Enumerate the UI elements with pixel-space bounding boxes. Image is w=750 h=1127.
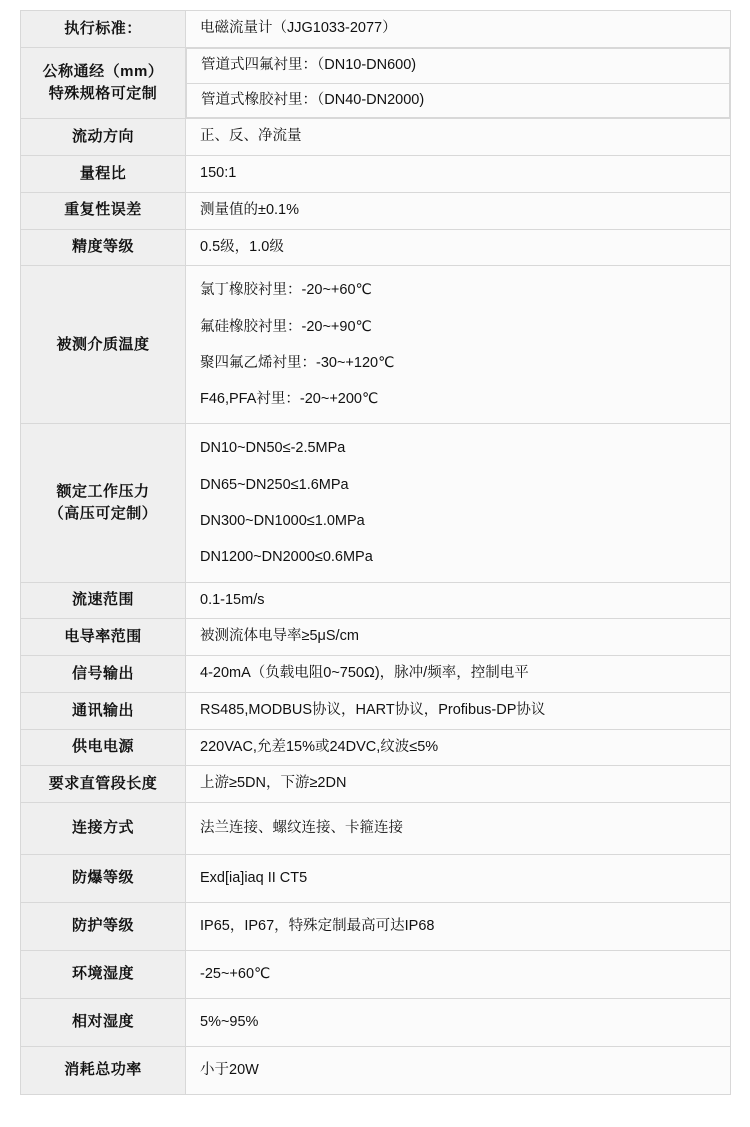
table-row bbox=[21, 582, 731, 619]
row-label: 重复性误差 bbox=[21, 192, 186, 229]
table-row bbox=[21, 903, 731, 951]
table-row bbox=[21, 803, 731, 855]
table-row bbox=[21, 119, 731, 156]
row-label: 消耗总功率 bbox=[21, 1047, 186, 1095]
row-value: 测量值的±0.1% bbox=[186, 192, 731, 229]
table-row bbox=[21, 656, 731, 693]
row-value: IP65，IP67，特殊定制最高可达IP68 bbox=[186, 903, 731, 951]
table-row bbox=[21, 266, 731, 424]
table-row bbox=[21, 1047, 731, 1095]
row-value: 4-20mA（负载电阻0~750Ω)，脉冲/频率，控制电平 bbox=[186, 656, 731, 693]
row-label: 相对湿度 bbox=[21, 999, 186, 1047]
row-value: 5%~95% bbox=[186, 999, 731, 1047]
row-label: 量程比 bbox=[21, 156, 186, 193]
table-row bbox=[21, 11, 731, 48]
row-label-line1: 额定工作压力 bbox=[56, 482, 150, 500]
row-value: RS485,MODBUS协议，HART协议，Profibus-DP协议 bbox=[186, 692, 731, 729]
row-value-line: DN65~DN250≤1.6MPa bbox=[200, 476, 349, 493]
table-row bbox=[21, 156, 731, 193]
row-value: Exd[ia]iaq II CT5 bbox=[186, 855, 731, 903]
row-value: 150:1 bbox=[186, 156, 731, 193]
row-value: 正、反、净流量 bbox=[186, 119, 731, 156]
table-row bbox=[21, 47, 731, 119]
row-value: -25~+60℃ bbox=[186, 951, 731, 999]
row-label: 要求直管段长度 bbox=[21, 766, 186, 803]
specification-table bbox=[20, 10, 731, 1095]
row-label-line2: （高压可定制） bbox=[48, 505, 158, 523]
table-row bbox=[21, 229, 731, 266]
row-value: 上游≥5DN，下游≥2DN bbox=[186, 766, 731, 803]
row-value-line: 氟硅橡胶衬里：-20~+90℃ bbox=[200, 318, 372, 335]
row-label: 防护等级 bbox=[21, 903, 186, 951]
table-row bbox=[21, 766, 731, 803]
row-label bbox=[21, 47, 186, 119]
row-value-line: DN300~DN1000≤1.0MPa bbox=[200, 513, 365, 530]
table-row bbox=[21, 729, 731, 766]
row-label bbox=[21, 424, 186, 582]
row-value-line: F46,PFA衬里：-20~+200℃ bbox=[200, 391, 379, 408]
row-label: 通讯输出 bbox=[21, 692, 186, 729]
row-value: 电磁流量计（JJG1033-2077） bbox=[186, 11, 731, 48]
row-value bbox=[186, 266, 731, 424]
row-label: 环境湿度 bbox=[21, 951, 186, 999]
row-label: 流速范围 bbox=[21, 582, 186, 619]
row-value-line: DN1200~DN2000≤0.6MPa bbox=[200, 549, 373, 566]
row-label: 被测介质温度 bbox=[21, 266, 186, 424]
row-label: 连接方式 bbox=[21, 803, 186, 855]
row-label: 执行标准： bbox=[21, 11, 186, 48]
table-row bbox=[21, 192, 731, 229]
row-value-line: 管道式橡胶衬里：（DN40-DN2000) bbox=[201, 91, 425, 108]
row-label-line1: 公称通经（mm） bbox=[42, 62, 164, 80]
row-value-line: 氯丁橡胶衬里：-20~+60℃ bbox=[200, 282, 372, 299]
row-value: 法兰连接、螺纹连接、卡箍连接 bbox=[186, 803, 731, 855]
row-value: 220VAC,允差15%或24DVC,纹波≤5% bbox=[186, 729, 731, 766]
row-value: 0.5级，1.0级 bbox=[186, 229, 731, 266]
row-label: 精度等级 bbox=[21, 229, 186, 266]
row-label-line2: 特殊规格可定制 bbox=[48, 85, 158, 102]
table-row bbox=[21, 951, 731, 999]
row-label: 防爆等级 bbox=[21, 855, 186, 903]
row-value-line: DN10~DN50≤-2.5MPa bbox=[200, 440, 346, 457]
row-value-line: 聚四氟乙烯衬里：-30~+120℃ bbox=[200, 354, 395, 371]
table-row bbox=[21, 999, 731, 1047]
table-row bbox=[21, 619, 731, 656]
table-row bbox=[21, 855, 731, 903]
row-value: 0.1-15m/s bbox=[186, 582, 731, 619]
table-row bbox=[21, 424, 731, 582]
row-value: 被测流体电导率≥5μS/cm bbox=[186, 619, 731, 656]
table-row bbox=[21, 692, 731, 729]
row-label: 电导率范围 bbox=[21, 619, 186, 656]
row-value-line: 管道式四氟衬里：（DN10-DN600) bbox=[201, 56, 417, 73]
row-value: 小于20W bbox=[186, 1047, 731, 1095]
row-value bbox=[186, 47, 731, 119]
row-label: 信号输出 bbox=[21, 656, 186, 693]
row-value bbox=[186, 424, 731, 582]
row-label: 供电电源 bbox=[21, 729, 186, 766]
row-label: 流动方向 bbox=[21, 119, 186, 156]
